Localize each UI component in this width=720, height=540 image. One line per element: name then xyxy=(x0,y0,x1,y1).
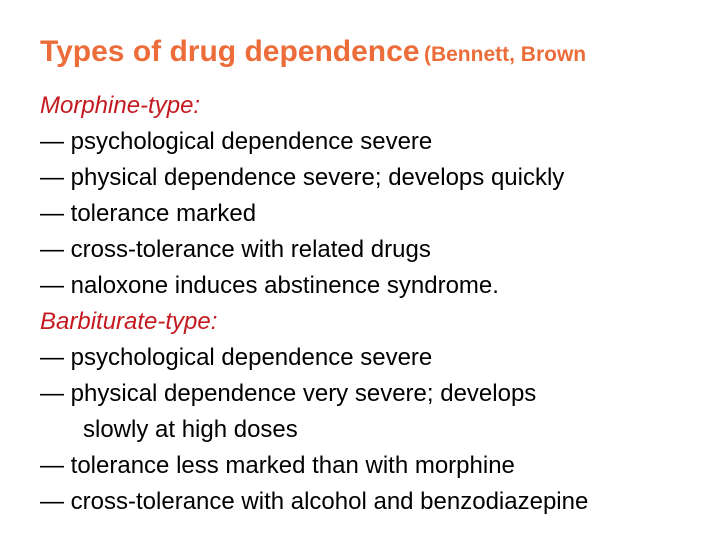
section-heading-morphine: Morphine-type: xyxy=(40,92,201,119)
bullet-line: — tolerance less marked than with morphine xyxy=(40,452,515,479)
bullet-line: — tolerance marked xyxy=(40,200,257,227)
section-heading-barbiturate: Barbiturate-type: xyxy=(40,308,218,335)
title-main: Types of drug dependence xyxy=(40,35,420,68)
bullet-line: — psychological dependence severe xyxy=(40,128,433,155)
bullet-continuation-line: slowly at high doses xyxy=(83,416,298,443)
bullet-line: — physical dependence very severe; develops xyxy=(40,380,537,407)
title-citation: (Bennett, Brown xyxy=(423,43,587,66)
bullet-line: — naloxone induces abstinence syndrome. xyxy=(40,272,499,299)
bullet-line: — physical dependence severe; develops quickly xyxy=(40,164,565,191)
bullet-line: — cross-tolerance with related drugs xyxy=(40,236,431,263)
bullet-line: — cross-tolerance with alcohol and benzodiazepine xyxy=(40,488,589,515)
slide-title xyxy=(40,37,586,67)
slide-body xyxy=(40,88,720,520)
bullet-line: — psychological dependence severe xyxy=(40,344,433,371)
